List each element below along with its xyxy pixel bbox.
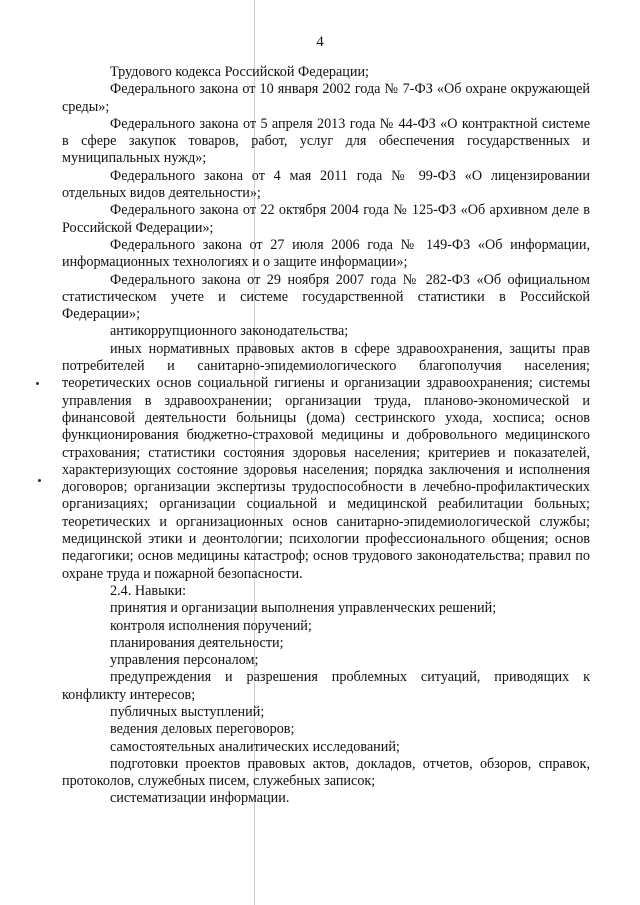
paragraph-law-125fz: Федерального закона от 22 октября 2004 года № 125-ФЗ «Об архивном деле в Российской Федерации»; <box>62 202 590 236</box>
skill-item: ведения деловых переговоров; <box>110 721 295 738</box>
skill-item: подготовки проектов правовых актов, докладов, отчетов, обзоров, справок, протоколов, служебных писем, служебных записок; <box>62 755 590 790</box>
skill-item: самостоятельных аналитических исследований; <box>110 738 400 755</box>
paragraph-law-282fz: Федерального закона от 29 ноября 2007 года № 282-ФЗ «Об официальном статистическом учете и системе государственной статистики в Российской Федерации»; <box>62 271 590 323</box>
paragraph-labor-code: Трудового кодекса Российской Федерации; <box>110 64 369 80</box>
skill-item: управления персоналом; <box>110 652 259 669</box>
paragraph-law-149fz: Федерального закона от 27 июля 2006 года № 149-ФЗ «Об информации, информационных технологиях и о защите информации»; <box>62 236 590 271</box>
skill-item: контроля исполнения поручений; <box>110 617 312 634</box>
skill-item: планирования деятельности; <box>110 634 284 651</box>
skill-item: принятия и организации выполнения управленческих решений; <box>110 600 497 617</box>
paragraph-law-7fz: Федерального закона от 10 января 2002 года № 7-ФЗ «Об охране окружающей среды»; <box>62 81 590 115</box>
paragraph-law-44fz: Федерального закона от 5 апреля 2013 года № 44-ФЗ «О контрактной системе в сфере закупок товаров, работ, услуг для обеспечения государственных и муниципальных нужд»; <box>62 115 590 167</box>
paragraph-other-acts: иных нормативных правовых актов в сфере здравоохранения, защиты прав потребителей и санитарно-эпидемиологического благополучия населения; теоретических основ социальной гигиены и организации здравоохранения; системы управления в здравоохранении; организации труда, планово-экономической и финансовой деятельности больницы (дома) сестринского ухода, хосписа; основ функционирования бюджетно-страховой медицины и добровольного медицинского страхования; статистики состояния здоровья населения; критериев и показателей, характеризующих состояние здоровья населения; порядка заключения и исполнения договоров; организации экспертизы трудоспособности в лечебно-профилактических организациях; организации социальной и медицинской реабилитации больных; теоретических и организационных основ санитарно-эпидемиологической службы; медицинской этики и деонтологии; психологии профессионального общения; основ педагогики; основ медицины катастроф; основ трудового законодательства; правил по охране труда и пожарной безопасности. <box>62 340 590 582</box>
scan-speck <box>36 382 39 385</box>
document-body <box>62 64 590 808</box>
skill-item: предупреждения и разрешения проблемных ситуаций, приводящих к конфликту интересов; <box>62 669 590 703</box>
scan-speck <box>38 479 41 482</box>
skill-item: публичных выступлений; <box>110 703 265 720</box>
skill-item: систематизации информации. <box>110 790 290 807</box>
section-heading-skills: 2.4. Навыки: <box>110 582 187 599</box>
paragraph-anticorruption: антикоррупционного законодательства; <box>110 323 349 340</box>
paragraph-law-99fz: Федерального закона от 4 мая 2011 года № 99-ФЗ «О лицензировании отдельных видов деятельности»; <box>62 167 590 202</box>
page-number: 4 <box>316 34 324 50</box>
